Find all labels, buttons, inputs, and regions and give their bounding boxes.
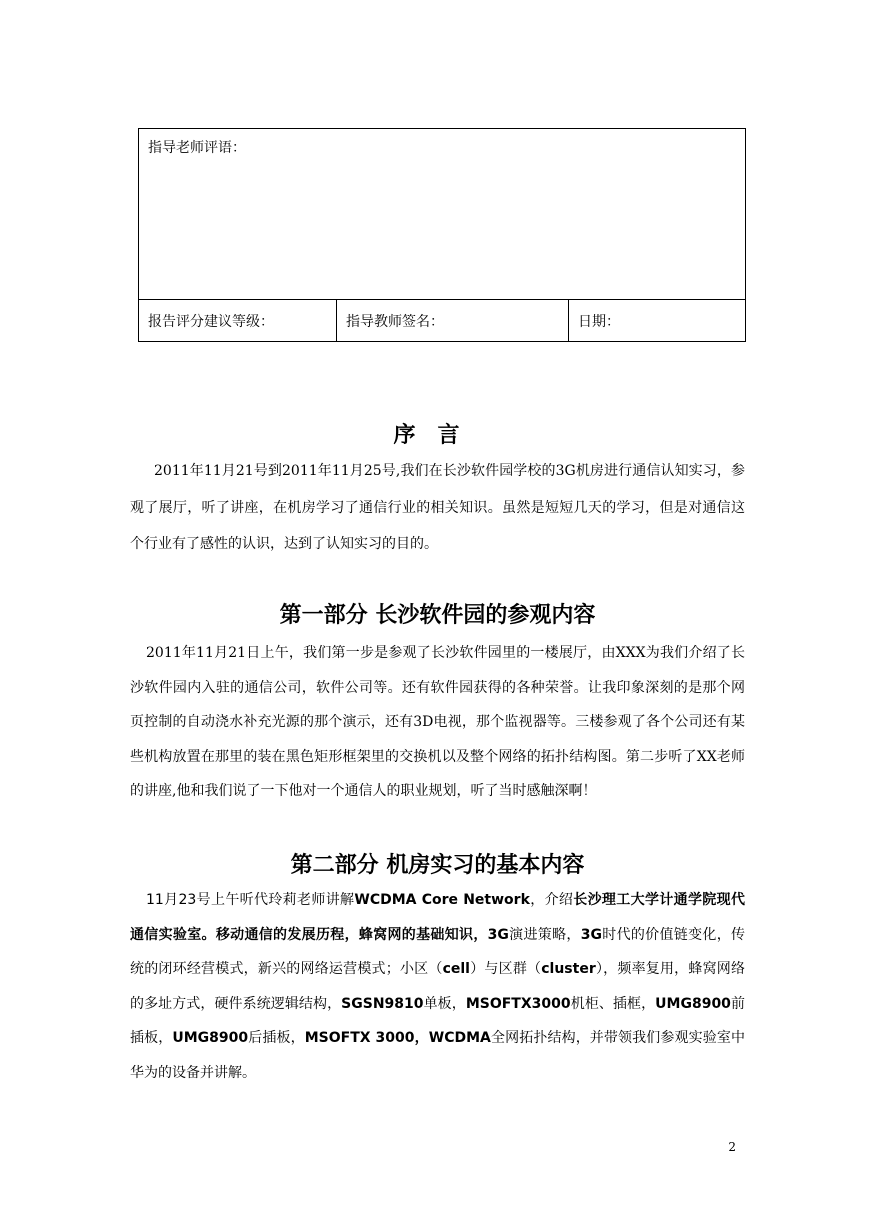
- part2-title: 第二部分 机房实习的基本内容: [290, 853, 585, 878]
- date-label: 日期：: [578, 313, 620, 330]
- date-cell: [569, 300, 746, 342]
- teacher-comment-cell: [139, 129, 746, 300]
- part2-text-segment: 11月23号上午听代玲莉老师讲解: [146, 892, 355, 908]
- part2-bold-segment: MSOFTX3000: [465, 995, 571, 1012]
- part2-bold-segment: UMG8900: [172, 1030, 249, 1046]
- preface-paragraph: 2011年11月21号到2011年11月25号,我们在长沙软件园学校的3G机房进行通信认知实习，参观了展厅，听了讲座，在机房学习了通信行业的相关知识。虽然是短短几天的学习，但是对通信这个行业有了感性的认识，达到了认知实习的目的。: [130, 463, 745, 552]
- part2-bold-segment: SGSN9810: [341, 995, 424, 1012]
- signature-cell: [337, 300, 569, 342]
- part2-text-segment: 机柜、插框，: [570, 995, 656, 1012]
- part1-title: 第一部分 长沙软件园的参观内容: [279, 603, 596, 628]
- grade-cell: [139, 300, 337, 342]
- part2-text-segment: ），频率复用，蜂窝网络的多址方式，硬件系统逻辑结构，: [130, 961, 746, 1012]
- part2-text-segment: 后插板，: [248, 1030, 305, 1046]
- part2-text-segment: 单板，: [423, 995, 466, 1012]
- preface-title: 序言: [393, 423, 482, 448]
- part2-text-segment: ）与区群（: [469, 961, 542, 977]
- part2-bold-segment: WCDMA Core Network: [354, 892, 530, 908]
- part2-bold-segment: MSOFTX 3000，WCDMA: [304, 1030, 491, 1046]
- part1-paragraph: 2011年11月21日上午，我们第一步是参观了长沙软件园里的一楼展厅，由XXX为我们介绍了长沙软件园内入驻的通信公司，软件公司等。还有软件园获得的各种荣誉。让我印象深刻的是那个网页控制的自动浇水补充光源的那个演示，还有3D电视，那个监视器等。三楼参观了各个公司还有某些机构放置在那里的装在黑色矩形框架里的交换机以及整个网络的拓扑结构图。第二步听了XX老师的讲座,他和我们说了一下他对一个通信人的职业规划，听了当时感触深啊！: [130, 645, 745, 799]
- grade-table: [138, 128, 746, 342]
- part2-bold-segment: cluster: [541, 961, 596, 977]
- part2-text-segment: 时代的价值链变化，传统的闭环经营模式，新兴的网络运营模式；小区（: [130, 926, 746, 977]
- part2-text-segment: 前插板，: [130, 995, 746, 1046]
- part2-text-segment: ，介绍: [529, 892, 574, 908]
- part2-bold-segment: UMG8900: [655, 995, 731, 1012]
- part2-bold-segment: 3G: [580, 926, 602, 943]
- part2-bold-segment: 长沙理工大学计通学院现代通信实验室。移动通信的发展历程，蜂窝网的基础知识，3G: [130, 892, 745, 943]
- part2-paragraph: [130, 883, 745, 1090]
- teacher-comment-label: 指导老师评语：: [148, 140, 246, 156]
- page-number: 2: [728, 1140, 736, 1154]
- part2-bold-segment: cell: [442, 961, 470, 977]
- part2-text-segment: 演进策略，: [508, 926, 581, 943]
- signature-label: 指导教师签名：: [346, 313, 444, 330]
- grade-label: 报告评分建议等级：: [148, 313, 274, 330]
- part2-text-segment: 全网拓扑结构，并带领我们参观实验室中华为的设备并讲解。: [130, 1030, 746, 1081]
